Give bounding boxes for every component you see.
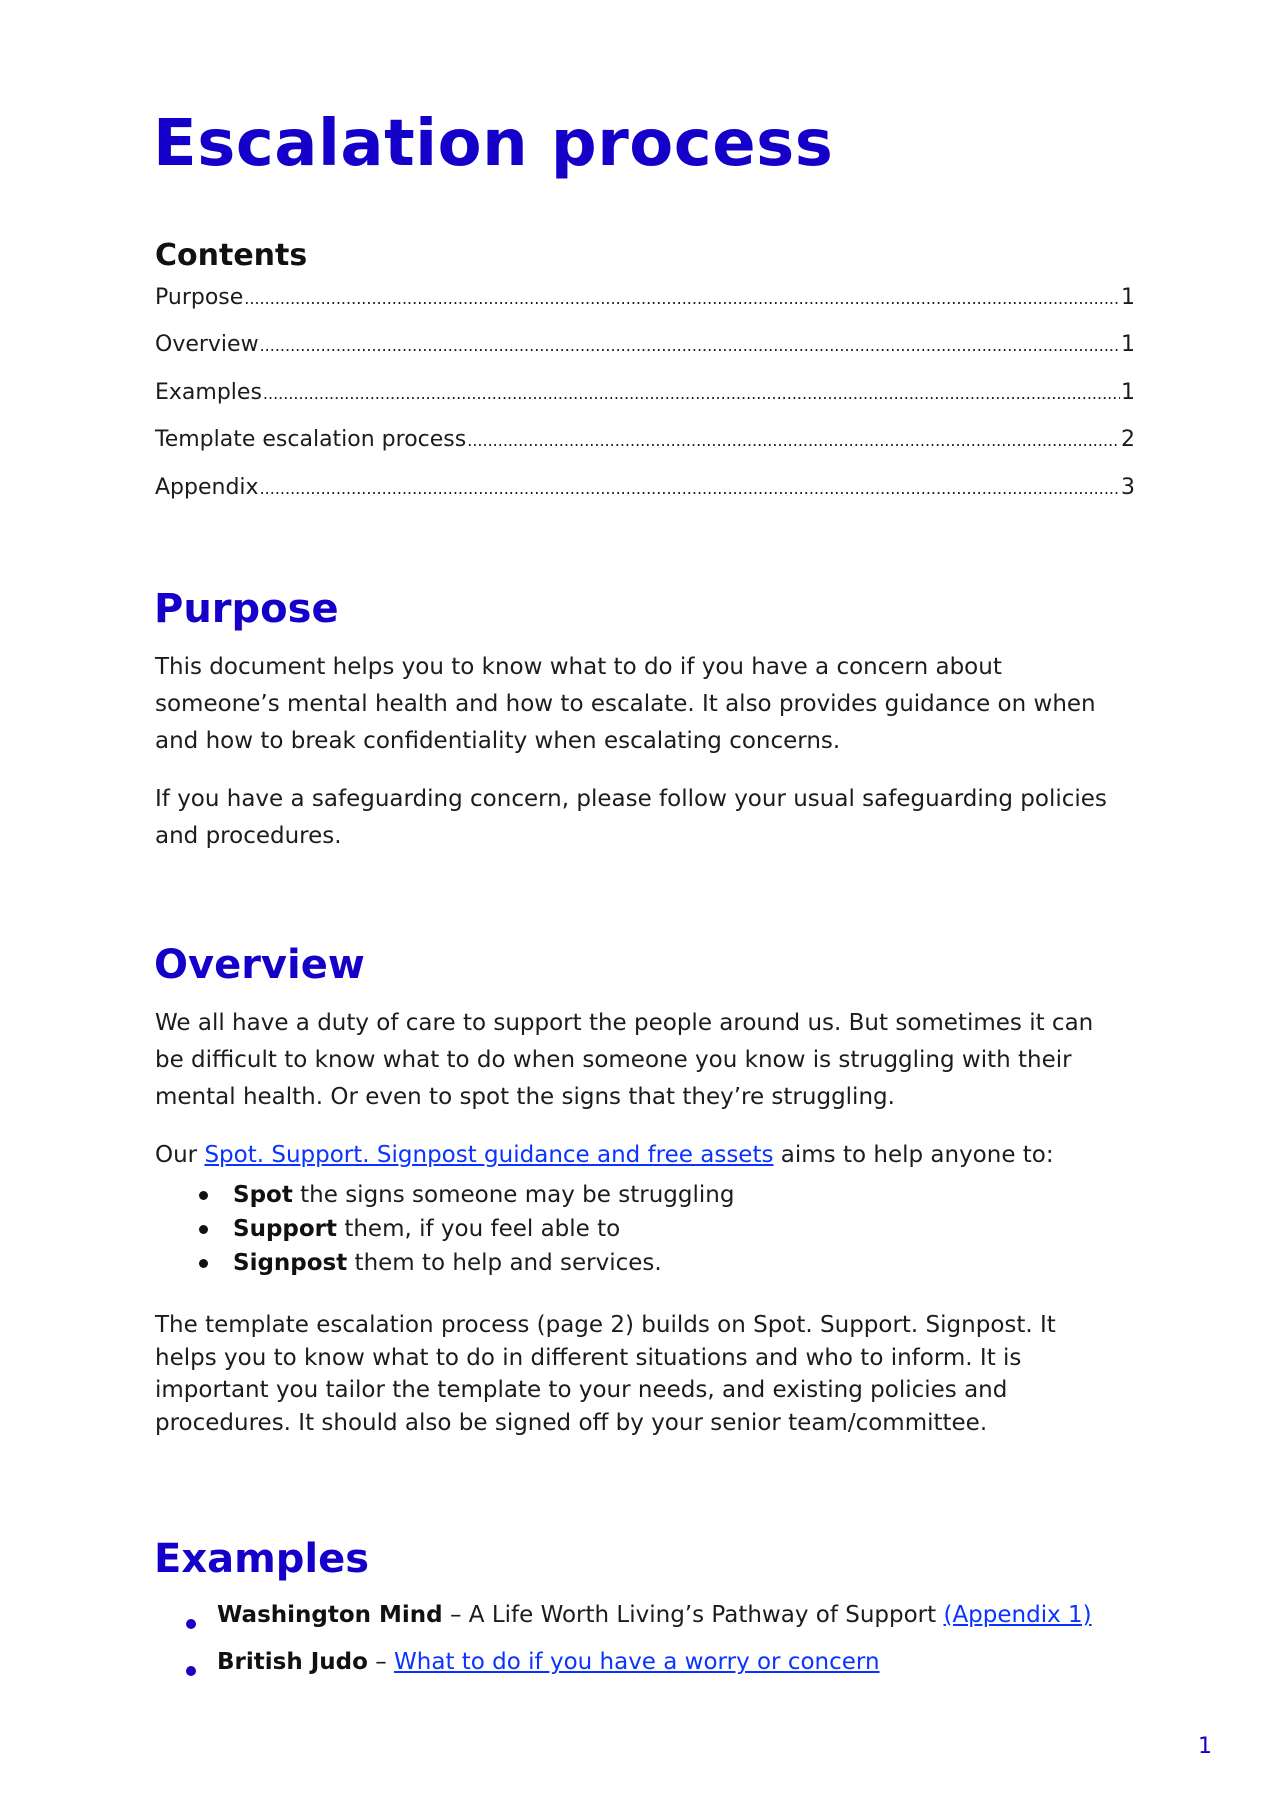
text-line: If you have a safeguarding concern, please follow your usual safeguarding policies [155,786,1107,812]
text-line: This document helps you to know what to do if you have a concern about [155,654,1002,680]
toc-entry-page: 1 [1121,285,1135,310]
toc-entry-label: Appendix [155,475,259,500]
intro-suffix: aims to help anyone to: [773,1142,1054,1168]
toc-entry-appendix[interactable] [155,475,1135,505]
overview-paragraph-1 [155,1005,1145,1116]
toc-entry-page: 1 [1121,380,1135,405]
bullet-bold: Spot [233,1182,293,1208]
toc-entry-examples[interactable] [155,380,1135,410]
bullet-icon [199,1259,208,1268]
purpose-paragraph-2 [155,781,1145,855]
text-line: mental health. Or even to spot the signs that they’re struggling. [155,1084,895,1110]
bullet-icon [186,1619,196,1629]
toc-entry-page: 2 [1121,427,1135,452]
toc-entry-template-escalation-process[interactable] [155,427,1135,457]
toc-entry-label: Examples [155,380,262,405]
bullet-icon [199,1191,208,1200]
text-line: helps you to know what to do in different situations and who to inform. It is [155,1344,1022,1371]
text-line: and how to break confidentiality when escalating concerns. [155,728,841,754]
toc-entry-purpose[interactable] [155,285,1135,315]
example-org: British Judo [217,1649,368,1675]
toc-leader-dots [260,475,1120,500]
bullet-bold: Support [233,1216,338,1242]
toc-leader-dots [467,427,1120,452]
text-line: The template escalation process (page 2) builds on Spot. Support. Signpost. It [155,1312,1056,1338]
page-title: Escalation process [153,107,834,181]
text-line: important you tailor the template to your needs, and existing policies and [155,1377,1008,1403]
example-text: – [367,1649,395,1675]
bullet-icon [199,1225,208,1234]
toc-entry-label: Template escalation process [155,427,467,452]
page-number: 1 [1198,1734,1212,1759]
appendix-1-link[interactable]: (Appendix 1) [943,1602,1092,1628]
purpose-heading: Purpose [154,586,339,632]
toc-entry-page: 1 [1121,332,1135,357]
toc-leader-dots [244,285,1120,310]
example-text: – A Life Worth Living’s Pathway of Support [442,1602,944,1628]
overview-intro [155,1137,1145,1174]
text-line: procedures. It should also be signed off by your senior team/committee. [155,1409,988,1436]
overview-paragraph-2 [155,1309,1145,1439]
toc-entry-label: Purpose [155,285,244,310]
bullet-text: them to help and services. [347,1250,662,1276]
examples-heading: Examples [154,1536,370,1582]
toc-entry-overview[interactable] [155,332,1135,362]
bullet-text: them, if you feel able to [337,1216,621,1242]
toc-leader-dots [263,380,1120,405]
contents-heading: Contents [155,238,308,273]
intro-prefix: Our [155,1142,205,1168]
text-line: We all have a duty of care to support the people around us. But sometimes it can [155,1010,1094,1036]
text-line: someone’s mental health and how to escalate. It also provides guidance on when [155,691,1096,717]
spot-support-signpost-link[interactable]: Spot. Support. Signpost guidance and free assets [204,1142,774,1168]
bullet-text: the signs someone may be struggling [292,1182,735,1208]
worry-or-concern-link[interactable]: What to do if you have a worry or concern [394,1649,880,1675]
toc-entry-page: 3 [1121,475,1135,500]
purpose-paragraph-1 [155,649,1145,760]
text-line: be difficult to know what to do when someone you know is struggling with their [155,1047,1072,1073]
toc-entry-label: Overview [155,332,259,357]
toc-leader-dots [260,332,1120,357]
bullet-bold: Signpost [233,1250,348,1276]
bullet-icon [186,1666,196,1676]
example-org: Washington Mind [217,1602,443,1628]
overview-heading: Overview [154,942,365,988]
intro-line [155,1137,1145,1174]
text-line: and procedures. [155,823,342,849]
